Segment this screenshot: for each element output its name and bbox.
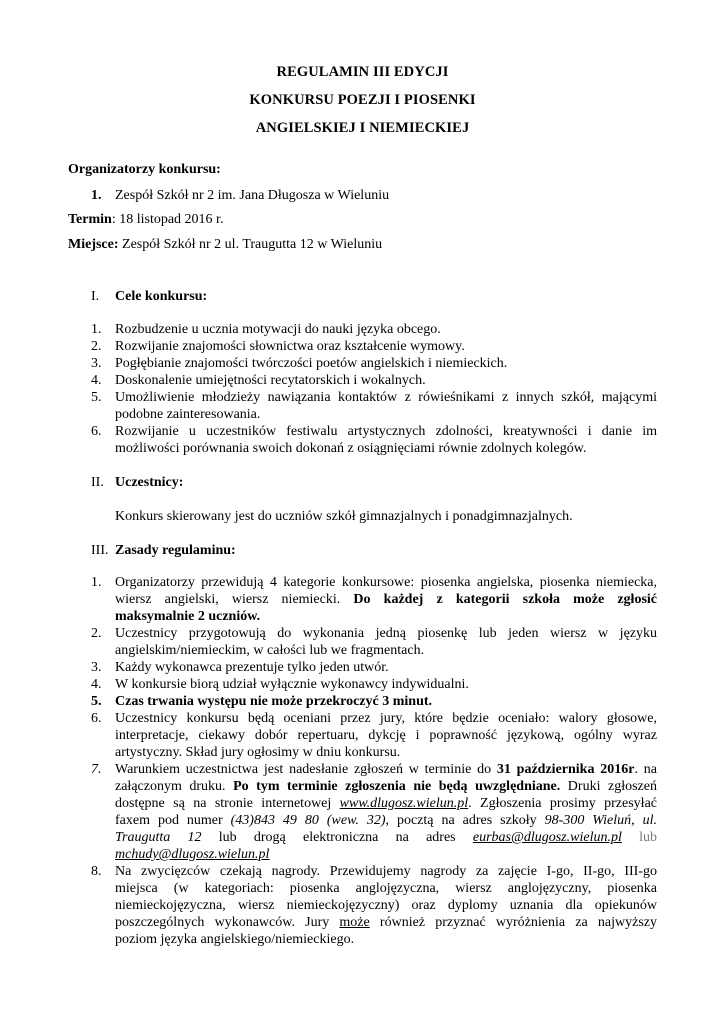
date-label: Termin [68,212,112,227]
organizers-label: Organizatorzy konkursu: [68,162,221,177]
rule-8-line-5: poziom języka angielskiego/niemieckiego. [115,932,355,947]
goal-1-text: Rozbudzenie u ucznia motywacji do nauki języka obcego. [115,322,441,337]
organizer-name: Zespół Szkół nr 2 im. Jana Długosza w Wieluniu [115,188,390,203]
rule-7-line-3 [115,795,657,812]
rule-7-email-intro: lub drogą elektroniczna na adres [201,830,473,845]
rule-7-send-text: . Zgłoszenia prosimy przesyłać [468,796,657,811]
rule-4-text: W konkursie biorą udział wyłącznie wykonawcy indywidualni. [115,677,469,692]
section-1-number: I. [91,289,100,304]
rule-7-deadline-suffix: . na [634,762,657,777]
place-row [68,236,382,253]
school-address-part-2: Traugutta 12 [115,830,202,845]
rule-7-late-note: Po tym terminie zgłoszenia nie będą uwzględniane. [233,779,561,794]
goal-6-line-2: możliwości porównania swoich dokonań z osiągnięciami równie zdolnych kolegów. [115,441,587,456]
rule-6-number: 6. [91,711,102,726]
place-value: Zespół Szkół nr 2 ul. Traugutta 12 w Wieluniu [118,237,383,252]
rule-8-number: 8. [91,864,102,879]
rule-6-line-1: Uczestnicy konkursu będą oceniani przez jury, które będzie oceniało: walory głosowe, [115,711,657,726]
rule-7-line-1 [115,761,657,778]
title-line-3: ANGIELSKIEJ I NIEMIECKIEJ [255,120,470,136]
rule-7-deadline: 31 października 2016r [496,762,635,777]
rule-7-forms-text: Druki zgłoszeń [560,779,657,794]
fax-number: (43)843 49 80 (wew. 32) [230,813,386,828]
date-row [68,211,223,228]
rule-2-number: 2. [91,626,102,641]
rule-4-number: 4. [91,677,102,692]
rule-6-line-3: artystyczny. Skład jury ogłosimy w dniu konkursu. [115,745,401,760]
rule-7-line-5 [115,829,657,846]
section-3-number: III. [91,543,109,558]
goal-4-text: Doskonalenie umiejętności recytatorskich i wokalnych. [115,373,426,388]
rule-7-number: 7. [91,762,102,777]
goal-5-line-1: Umożliwienie młodzieży nawiązania kontaktów z rówieśnikami z innych szkół, mającymi [115,390,657,405]
school-address-part-1: 98-300 Wieluń, ul. [544,813,658,828]
email-link-mchudy[interactable]: mchudy@dlugosz.wielun.pl [115,847,270,862]
title-line-2: KONKURSU POEZJI I PIOSENKI [249,92,476,108]
date-value: : 18 listopad 2016 r. [111,212,224,227]
place-label: Miejsce: [68,237,119,252]
goal-5-number: 5. [91,390,102,405]
goal-6-number: 6. [91,424,102,439]
rule-7-line-2 [115,778,657,795]
rule-8-jury-intro: poszczególnych wykonawców. Jury [115,915,340,930]
rule-7-post-text: , pocztą na adres szkoły [385,813,545,828]
website-link[interactable]: www.dlugosz.wielun.pl [339,796,469,811]
rule-2-line-2: angielskim/niemieckim, w całości lub we fragmentach. [115,643,425,658]
rule-2-line-1: Uczestnicy przygotowują do wykonania jedną piosenkę lub jeden wiersz w języku [115,626,657,641]
rule-8-line-3: niemieckojęzyczna, wiersz niemieckojęzyczny) oraz dyplomy uznania dla opiekunów [115,898,657,913]
rule-6-line-2: interpretacje, ciekawy dobór repertuaru, dykcję i poprawność językową, ogólny wyraz [115,728,657,743]
section-1-title: Cele konkursu: [115,289,208,304]
rule-8-line-4 [115,914,657,931]
section-2-number: II. [91,475,104,490]
title-line-1: REGULAMIN III EDYCJI [276,64,449,80]
rule-1-line-3: maksymalnie 2 uczniów. [115,609,261,624]
goal-2-number: 2. [91,339,102,354]
rule-1-line-1: Organizatorzy przewidują 4 kategorie konkursowe: piosenka angielska, piosenka niemiecka, [115,575,657,590]
goal-1-number: 1. [91,322,102,337]
organizer-number: 1. [91,188,102,203]
rule-1-bold-note: Do każdej z kategorii szkoła może zgłosić [353,592,657,607]
section-3-title: Zasady regulaminu: [115,543,236,558]
rule-5-text: Czas trwania występu nie może przekroczyć 3 minut. [115,694,433,709]
rule-7-fax-intro: faxem pod numer [115,813,231,828]
rule-7-deadline-intro: Warunkiem uczestnictwa jest nadesłanie zgłoszeń w terminie do [115,762,497,777]
email-link-eurbas[interactable]: eurbas@dlugosz.wielun.pl [472,830,622,845]
rule-7-line-6 [115,846,657,863]
rule-8-distinction-text: również przyznać wyróżnienia za najwyższy [369,915,657,930]
rule-3-text: Każdy wykonawca prezentuje tylko jeden utwór. [115,660,389,675]
goal-3-number: 3. [91,356,102,371]
rule-8-line-2: miejsca (w kategoriach: piosenka anglojęzyczna, wiersz anglojęzyczny, piosenka [115,881,657,896]
goal-2-text: Rozwijanie znajomości słownictwa oraz kształcenie wymowy. [115,339,465,354]
goal-4-number: 4. [91,373,102,388]
rule-7-or-text: lub [621,830,657,845]
goal-5-line-2: podobne zainteresowania. [115,407,261,422]
rule-7-line-4 [115,812,657,829]
rule-7-website-intro: dostępne są na stronie internetowej [115,796,340,811]
rule-8-line-1: Na zwycięzców czekają nagrody. Przewidujemy nagrody za zajęcie I-go, II-go, III-go [115,864,657,879]
section-2-title: Uczestnicy: [115,475,184,490]
section-2-text: Konkurs skierowany jest do uczniów szkół gimnazjalnych i ponadgimnazjalnych. [115,509,573,524]
rule-1-categories: wiersz angielski, wiersz niemiecki. [115,592,354,607]
rule-3-number: 3. [91,660,102,675]
rule-1-number: 1. [91,575,102,590]
rule-5-number: 5. [91,694,102,709]
rule-7-form-text: załączonym druku. [115,779,234,794]
rule-1-line-2 [115,591,657,608]
goal-6-line-1: Rozwijanie u uczestników festiwalu artystycznych zdolności, kreatywności i danie im [115,424,657,439]
rule-8-may-word: może [339,915,370,930]
goal-3-text: Pogłębianie znajomości twórczości poetów angielskich i niemieckich. [115,356,508,371]
